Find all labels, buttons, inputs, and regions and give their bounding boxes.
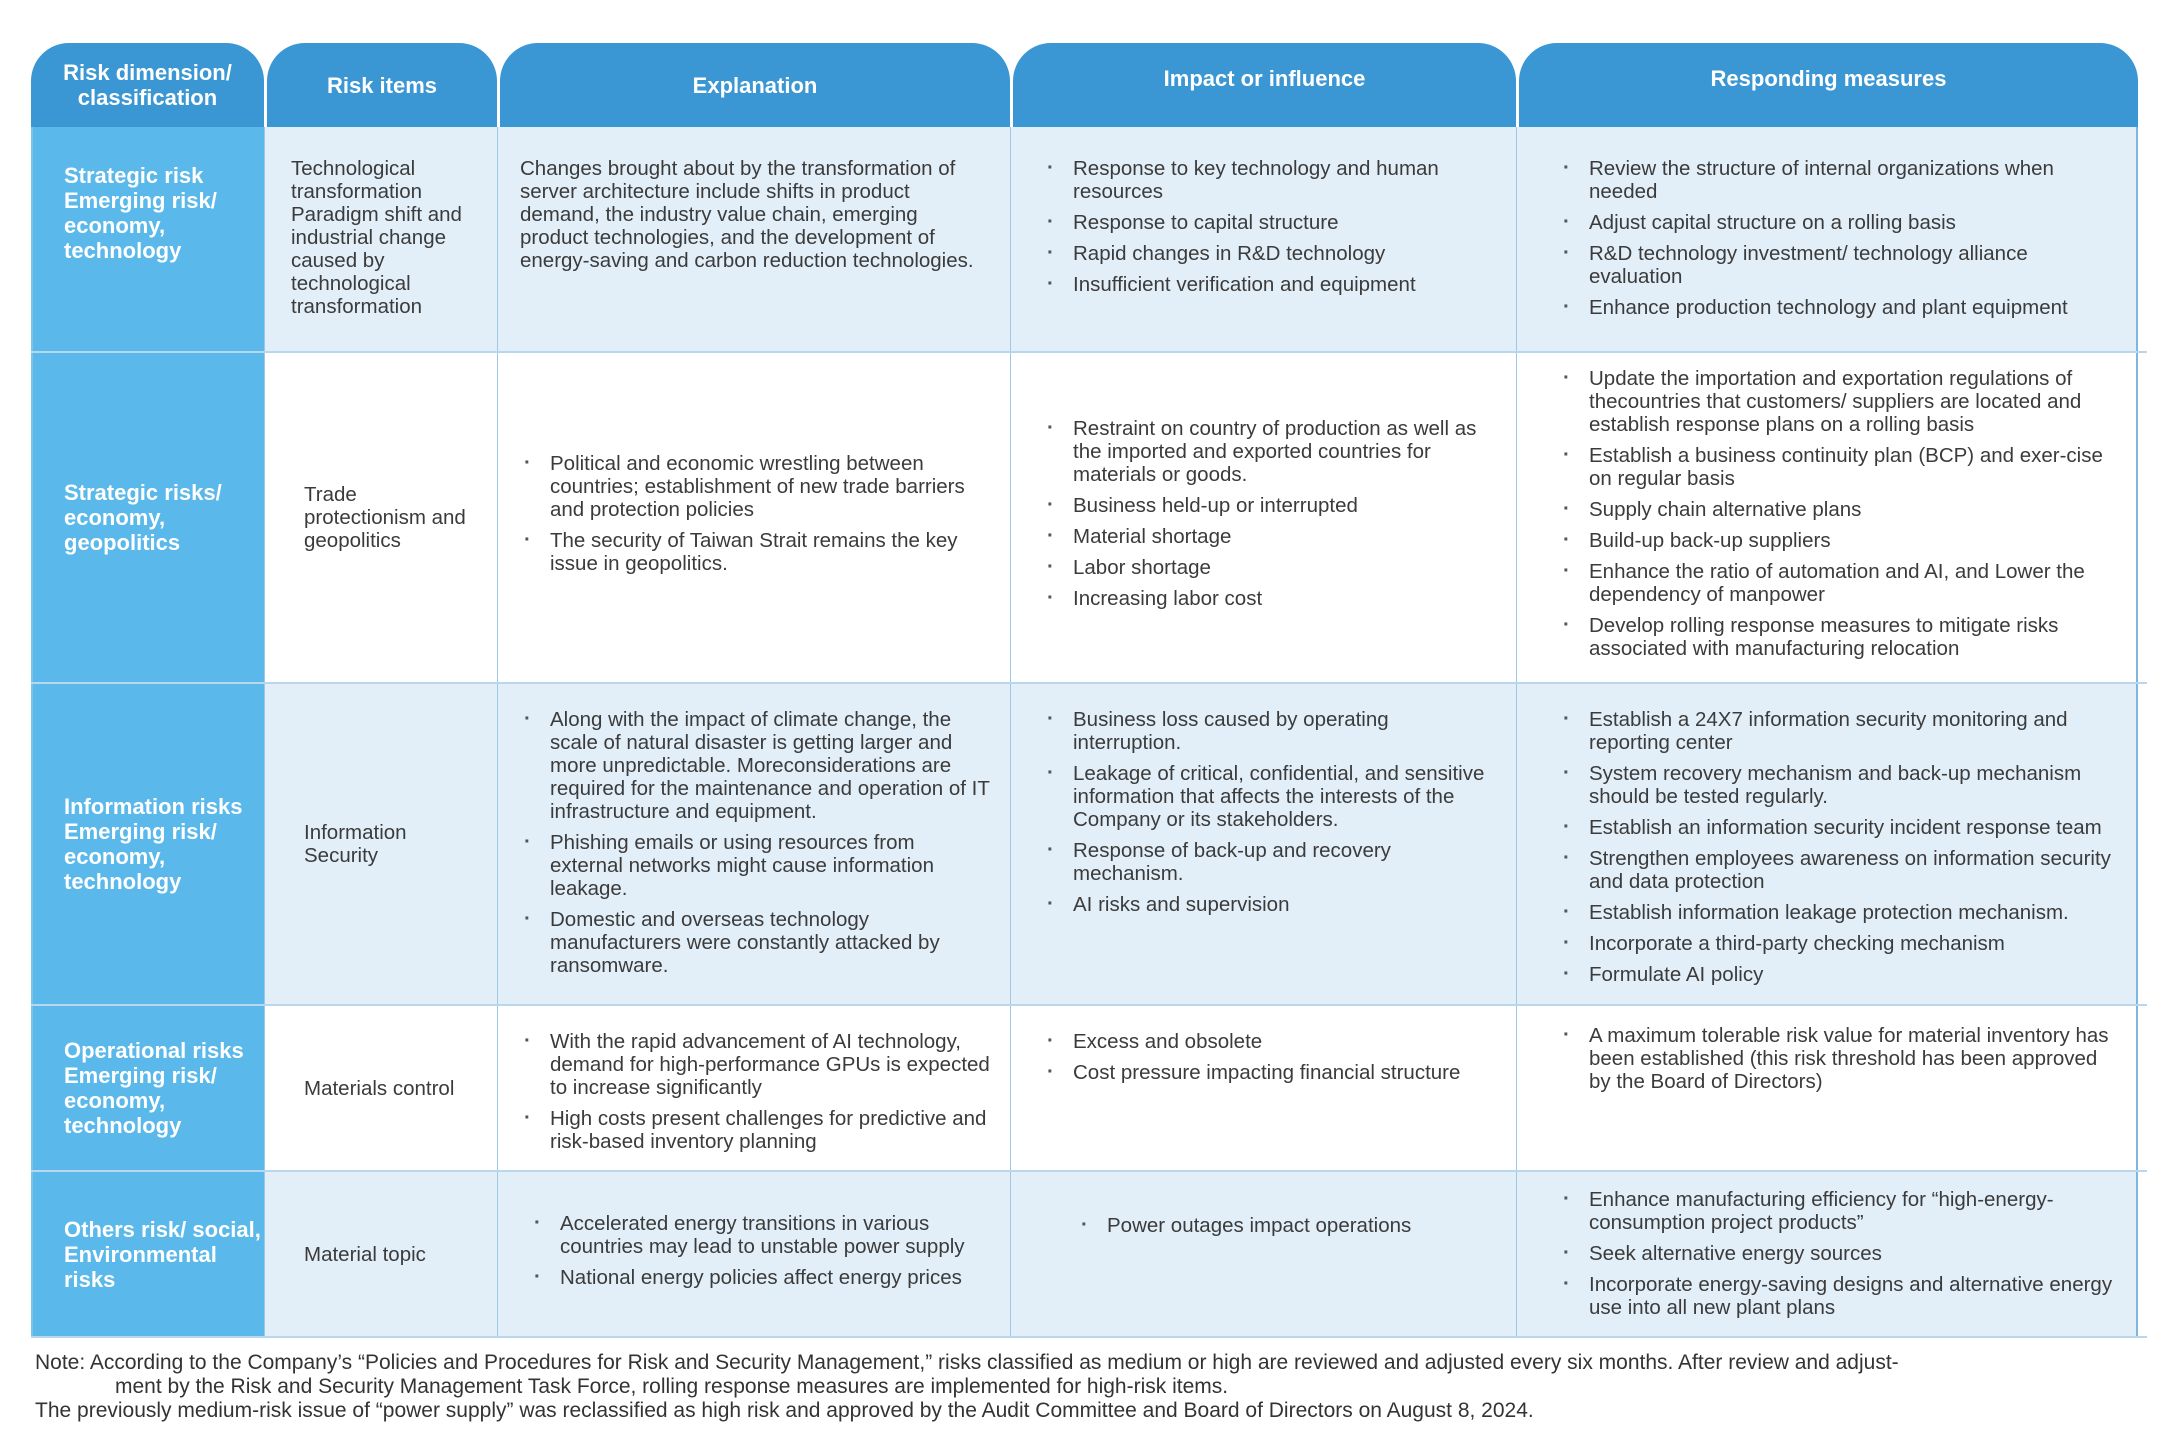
list-item: · Leakage of critical, confidential, and sensitive information that affects the interests of the Company or its stakeholders. [1047, 762, 1496, 831]
list-item: · Enhance the ratio of automation and AI, and Lower the dependency of manpower [1563, 560, 2122, 606]
list-item: · Enhance manufacturing efficiency for “high-energy-consumption project products” [1563, 1188, 2122, 1234]
list-item: · Insufficient verification and equipment [1047, 273, 1496, 296]
list-item: · Domestic and overseas technology manufacturers were constantly attacked by ransomware. [524, 908, 990, 977]
list-item: · Establish a 24X7 information security monitoring and reporting center [1563, 708, 2122, 754]
explanation-cell [497, 353, 1010, 682]
list-item: · Along with the impact of climate change, the scale of natural disaster is getting larger and more unpredictable. Moreconsiderations are required for the maintenance and operation of IT infrastructure and equipment. [524, 708, 990, 823]
measures-cell [1516, 127, 2138, 351]
measures-cell [1516, 353, 2138, 682]
table-row [31, 1006, 2147, 1172]
footnote-line: The previously medium-risk issue of “power supply” was reclassified as high risk and approved by the Audit Committee and Board of Directors on August 8, 2024. [35, 1399, 1534, 1422]
risk-item-cell: Materials control [264, 1006, 497, 1170]
list-item: · Increasing labor cost [1047, 587, 1496, 610]
list-item: · Update the importation and exportation regulations of thecountries that customers/ suppliers are located and establish response plans on a rolling basis [1563, 367, 2122, 436]
list-item: · Business loss caused by operating interruption. [1047, 708, 1496, 754]
list-item: · AI risks and supervision [1047, 893, 1496, 916]
list-item: · Formulate AI policy [1563, 963, 2122, 986]
risk-item-cell: Trade protectionism and geopolitics [264, 353, 497, 682]
risk-table [31, 43, 2147, 1338]
list-item: · The security of Taiwan Strait remains the key issue in geopolitics. [524, 529, 990, 575]
list-item: · Build-up back-up suppliers [1563, 529, 2122, 552]
list-item: · Strengthen employees awareness on information security and data protection [1563, 847, 2122, 893]
table-row [31, 353, 2147, 684]
table-row [31, 684, 2147, 1006]
list-item: · Phishing emails or using resources from external networks might cause information leakage. [524, 831, 990, 900]
header-risk-items: Risk items [267, 43, 497, 127]
explanation-cell [497, 1006, 1010, 1170]
explanation-cell [497, 684, 1010, 1004]
header-risk-dimension: Risk dimension/ classification [31, 43, 264, 127]
list-item: · With the rapid advancement of AI technology, demand for high-performance GPUs is expected to increase significantly [524, 1030, 990, 1099]
list-item: · Incorporate a third-party checking mechanism [1563, 932, 2122, 955]
list-item: · Political and economic wrestling between countries; establishment of new trade barriers and protection policies [524, 452, 990, 521]
risk-dimension-cell: Strategic risks/ economy, geopolitics [31, 353, 264, 682]
list-item: · Response of back-up and recovery mechanism. [1047, 839, 1496, 885]
list-item: · Seek alternative energy sources [1563, 1242, 2122, 1265]
list-item: · Develop rolling response measures to mitigate risks associated with manufacturing relocation [1563, 614, 2122, 660]
risk-item-cell: Information Security [264, 684, 497, 1004]
list-item: · Establish an information security incident response team [1563, 816, 2122, 839]
table-header [31, 43, 2147, 127]
list-item: · System recovery mechanism and back-up mechanism should be tested regularly. [1563, 762, 2122, 808]
list-item: · Rapid changes in R&D technology [1047, 242, 1496, 265]
list-item: · Restraint on country of production as well as the imported and exported countries for materials or goods. [1047, 417, 1496, 486]
risk-dimension-cell: Strategic risk Emerging risk/ economy, technology [31, 127, 264, 351]
list-item: · Material shortage [1047, 525, 1496, 548]
footnote-line: ment by the Risk and Security Management Task Force, rolling response measures are implemented for high-risk items. [115, 1375, 1229, 1398]
list-item: · Supply chain alternative plans [1563, 498, 2122, 521]
list-item: · A maximum tolerable risk value for material inventory has been established (this risk threshold has been approved by the Board of Directors) [1563, 1024, 2122, 1093]
header-explanation: Explanation [500, 43, 1010, 127]
risk-dimension-cell: Information risks Emerging risk/ economy, technology [31, 684, 264, 1004]
measures-cell [1516, 1172, 2138, 1336]
explanation-cell [497, 1172, 1010, 1336]
impact-cell [1010, 684, 1516, 1004]
impact-cell [1010, 1006, 1516, 1170]
list-item: · Adjust capital structure on a rolling basis [1563, 211, 2122, 234]
list-item: · Labor shortage [1047, 556, 1496, 579]
list-item: · National energy policies affect energy prices [534, 1266, 990, 1289]
list-item: · Establish information leakage protection mechanism. [1563, 901, 2122, 924]
risk-dimension-cell: Operational risks Emerging risk/ economy, technology [31, 1006, 264, 1170]
list-item: · Business held-up or interrupted [1047, 494, 1496, 517]
impact-cell [1010, 353, 1516, 682]
impact-cell [1010, 127, 1516, 351]
risk-item-cell: Material topic [264, 1172, 497, 1336]
table-row [31, 1172, 2147, 1338]
header-responding-measures: Responding measures [1519, 43, 2138, 127]
risk-dimension-cell: Others risk/ social, Environmental risks [31, 1172, 264, 1336]
header-impact: Impact or influence [1013, 43, 1516, 127]
list-item: · Excess and obsolete [1047, 1030, 1496, 1053]
list-item: · Accelerated energy transitions in various countries may lead to unstable power supply [534, 1212, 990, 1258]
measures-cell [1516, 684, 2138, 1004]
list-item: · Review the structure of internal organizations when needed [1563, 157, 2122, 203]
list-item: · Cost pressure impacting financial structure [1047, 1061, 1496, 1084]
risk-item-cell: Technological transformation Paradigm shift and industrial change caused by technological transformation [264, 127, 497, 351]
table-row [31, 127, 2147, 353]
impact-cell [1010, 1172, 1516, 1336]
list-item: · High costs present challenges for predictive and risk-based inventory planning [524, 1107, 990, 1153]
list-item: · Response to key technology and human resources [1047, 157, 1496, 203]
list-item: · Response to capital structure [1047, 211, 1496, 234]
explanation-cell: Changes brought about by the transformation of server architecture include shifts in product demand, the industry value chain, emerging product technologies, and the development of energy-saving and carbon reduction technologies. [497, 127, 1010, 351]
footnote [35, 1351, 2135, 1423]
list-item: · Enhance production technology and plant equipment [1563, 296, 2122, 319]
list-item: · Incorporate energy-saving designs and alternative energy use into all new plant plans [1563, 1273, 2122, 1319]
list-item: · Power outages impact operations [1081, 1214, 1496, 1237]
list-item: · Establish a business continuity plan (BCP) and exer-cise on regular basis [1563, 444, 2122, 490]
list-item: · R&D technology investment/ technology alliance evaluation [1563, 242, 2122, 288]
measures-cell [1516, 1006, 2138, 1170]
footnote-line: Note: According to the Company’s “Policies and Procedures for Risk and Security Management,” risks classified as medium or high are reviewed and adjusted every six months. After review and adjust- [35, 1351, 1899, 1374]
